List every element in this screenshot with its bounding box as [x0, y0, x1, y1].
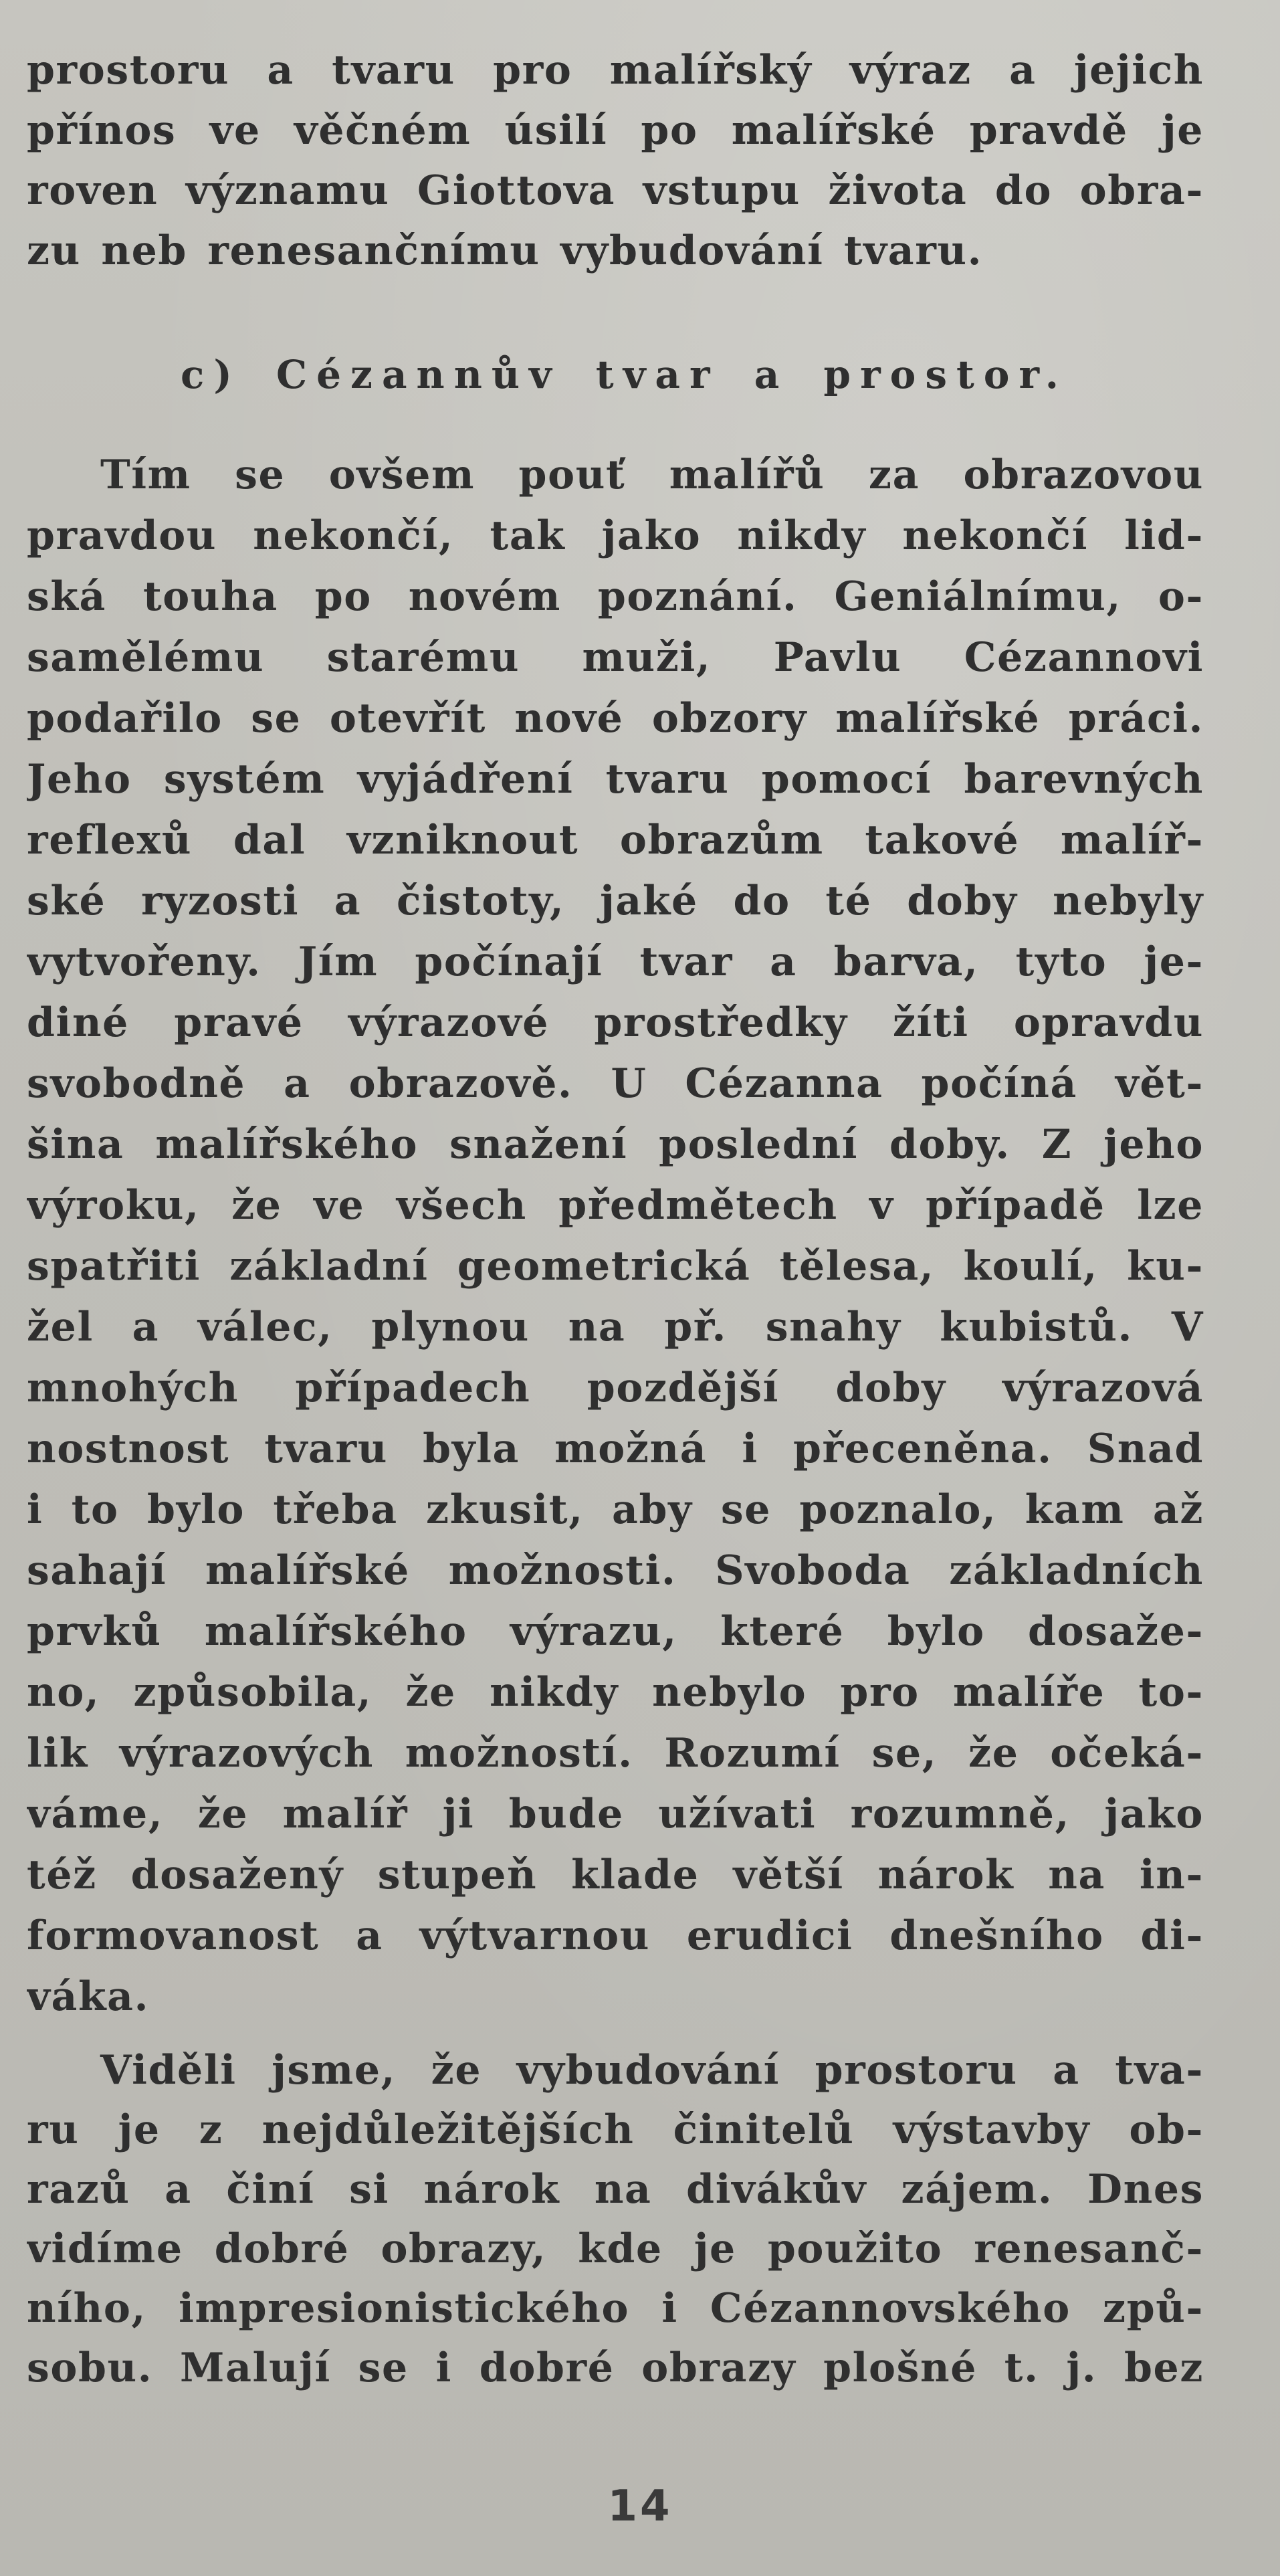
text-line: mnohých případech pozdější doby výrazová [27, 1365, 1204, 1411]
text-line: váka. [27, 1973, 150, 2020]
text-line: Viděli jsme, že vybudování prostoru a tva- [100, 2047, 1204, 2094]
text-line: sahají malířské možnosti. Svoboda základních [27, 1547, 1204, 1594]
text-line: vidíme dobré obrazy, kde je použito renesanč- [27, 2225, 1204, 2272]
page-number: 14 [607, 2482, 673, 2531]
text-line: ská touha po novém poznání. Geniálnímu, o- [27, 573, 1204, 620]
text-line: prvků malířského výrazu, které bylo dosaže- [27, 1608, 1204, 1655]
text-line: prostoru a tvaru pro malířský výraz a jejich [27, 47, 1204, 94]
paragraph-two [27, 445, 1204, 2027]
text-line: Jeho systém vyjádření tvaru pomocí barevných [27, 756, 1204, 803]
section-heading: c) Cézannův tvar a prostor. [181, 352, 1068, 397]
text-line: Tím se ovšem pouť malířů za obrazovou [100, 452, 1204, 498]
text-line: ního, impresionistického i Cézannovského způ- [27, 2285, 1204, 2332]
text-line: vytvořeny. Jím počínají tvar a barva, tyto je- [27, 938, 1204, 985]
text-line: reflexů dal vzniknout obrazům takové malíř- [27, 817, 1204, 864]
text-line: sobu. Malují se i dobré obrazy plošné t. j. bez [27, 2345, 1204, 2391]
text-line: žel a válec, plynou na př. snahy kubistů. V [27, 1304, 1204, 1351]
text-line: výroku, že ve všech předmětech v případě lze [27, 1182, 1204, 1229]
text-line: razů a činí si nárok na divákův zájem. Dnes [27, 2166, 1204, 2213]
text-line: diné pravé výrazové prostředky žíti opravdu [27, 999, 1204, 1046]
text-line: přínos ve věčném úsilí po malířské pravdě je [27, 107, 1204, 154]
text-line: zu neb renesančnímu vybudování tvaru. [27, 227, 983, 274]
paragraph-three [27, 2041, 1204, 2398]
text-line: pravdou nekončí, tak jako nikdy nekončí lid- [27, 512, 1204, 559]
text-column [27, 40, 1204, 2398]
text-line: no, způsobila, že nikdy nebylo pro malíře to- [27, 1669, 1204, 1716]
text-line: i to bylo třeba zkusit, aby se poznalo, kam až [27, 1486, 1204, 1533]
text-line: lik výrazových možností. Rozumí se, že očeká- [27, 1730, 1204, 1777]
text-line: též dosažený stupeň klade větší nárok na in- [27, 1852, 1204, 1898]
text-line: váme, že malíř ji bude užívati rozumně, jako [27, 1791, 1204, 1838]
text-line: nostnost tvaru byla možná i přeceněna. Snad [27, 1425, 1204, 1472]
text-line: samělému starému muži, Pavlu Cézannovi [27, 634, 1204, 681]
text-line: podařilo se otevřít nové obzory malířské práci. [27, 695, 1204, 742]
text-line: formovanost a výtvarnou erudici dnešního di- [27, 1912, 1204, 1959]
text-line: spatřiti základní geometrická tělesa, koulí, ku- [27, 1243, 1204, 1290]
opening-paragraph [27, 40, 1204, 281]
text-line: roven významu Giottova vstupu života do obra- [27, 167, 1204, 214]
text-line: ru je z nejdůležitějších činitelů výstavby ob- [27, 2106, 1204, 2153]
text-line: ské ryzosti a čistoty, jaké do té doby nebyly [27, 878, 1204, 924]
text-line: svobodně a obrazově. U Cézanna počíná vět- [27, 1060, 1204, 1107]
text-line: šina malířského snažení poslední doby. Z jeho [27, 1121, 1204, 1168]
